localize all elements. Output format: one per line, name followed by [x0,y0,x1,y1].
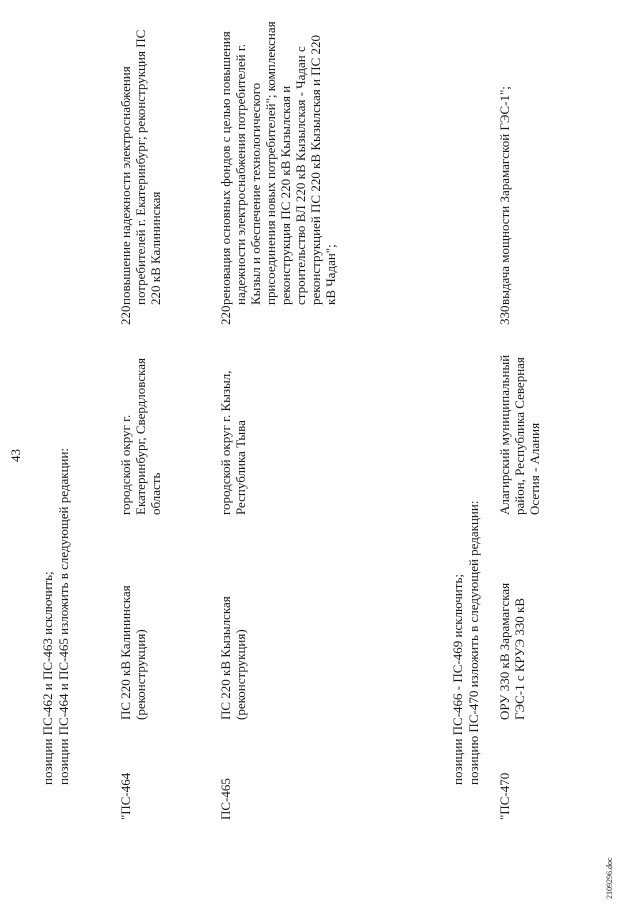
middle-line-1: позиции ПС-466 - ПС-469 исключить; [450,574,465,785]
row-name: ПС 220 кВ Калининская (реконструкция) [118,585,148,720]
row-name: ОРУ 330 кВ Зарамагская ГЭС-1 с КРУЭ 330 кВ [497,582,527,720]
row-place: Алагирский муниципальный район, Республика Северная Осетия - Алания [497,354,542,515]
intro-line-2: позиции ПС-464 и ПС-465 изложить в следующей редакции: [56,447,71,785]
file-name-footer: 2109296.doc [605,857,614,899]
row-voltage: 220 [118,305,133,325]
row-code: "ПС-470 [497,772,512,820]
intro-line-1: позиции ПС-462 и ПС-463 исключить; [40,571,55,785]
row-place: городской округ г. Кызыл, Республика Тыва [218,370,248,515]
row-code: "ПС-464 [118,772,133,820]
row-place: городской округ г. Екатеринбург, Свердловская область [118,358,163,515]
row-purpose: выдача мощности Зарамагской ГЭС-1"; [497,86,512,305]
row-purpose: реновация основных фондов с целью повышения надежности электроснабжения потребителей г. Кызыл и обеспечение технологического присоединения новых потребителей"; комплексная реконструкция ПС 220 кВ Кызылская и строительство ВЛ 220 кВ Кызылская - Чадан с реконструкцией ПС 220 кВ Кызылская и ПС 220 кВ Чадан"; [218,21,338,305]
row-voltage: 220 [218,305,233,325]
page-number: 43 [8,449,23,462]
row-voltage: 330 [497,305,512,325]
row-code: ПС-465 [218,778,233,820]
row-name: ПС 220 кВ Кызылская (реконструкция) [218,596,248,720]
row-purpose: повышение надежности электроснабжения потребителей г. Екатеринбург; реконструкция ПС 220 кВ Калининская [118,29,163,305]
middle-line-2: позицию ПС-470 изложить в следующей редакции: [466,500,481,785]
